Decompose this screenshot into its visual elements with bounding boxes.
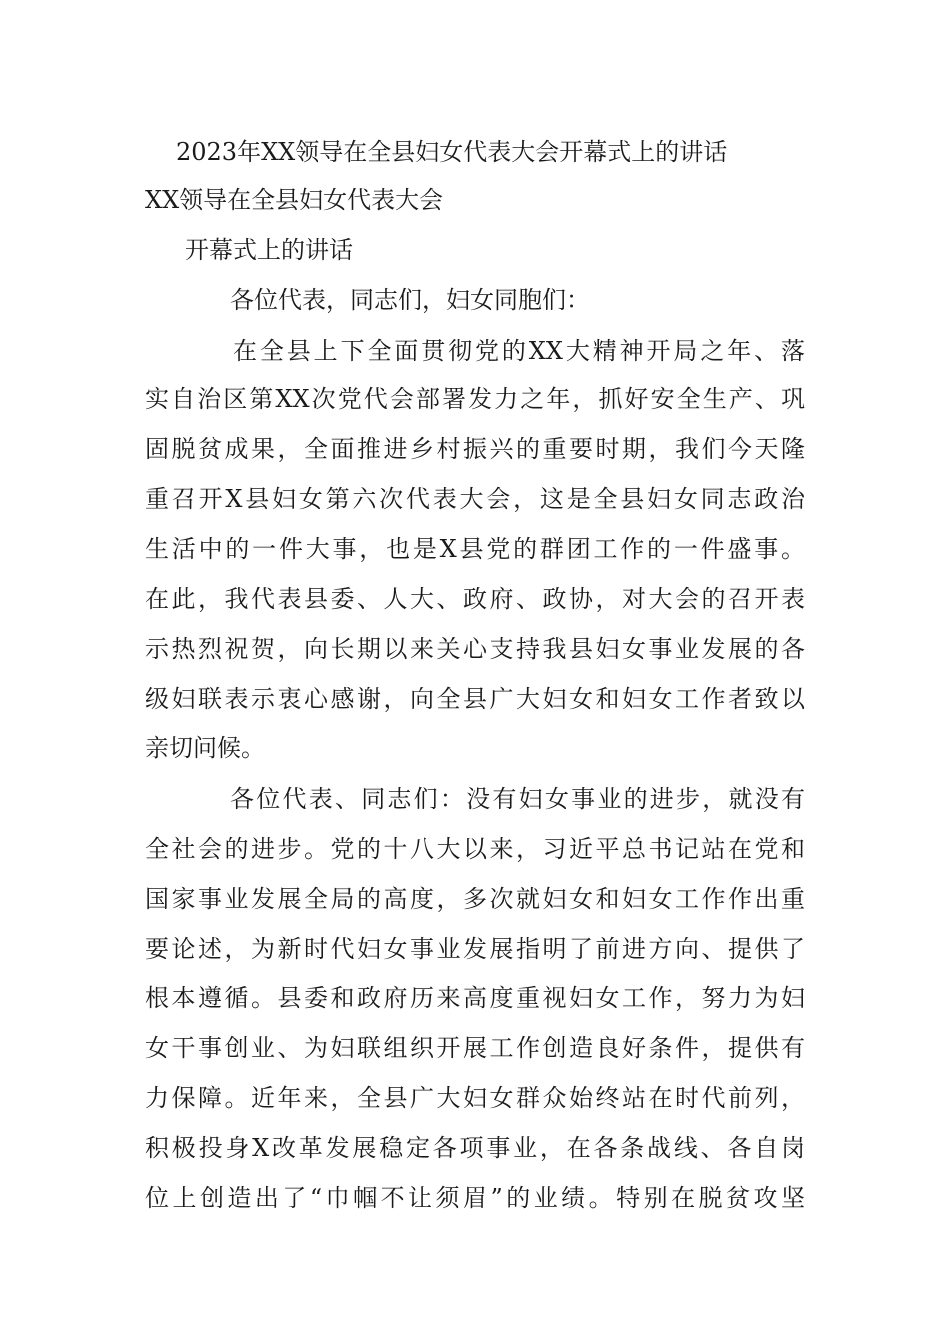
paragraph-1-line: 示热烈祝贺，向长期以来关心支持我县妇女事业发展的各	[145, 635, 805, 663]
paragraph-1-line: 实自治区第XX次党代会部署发力之年，抓好安全生产、巩	[145, 385, 805, 413]
document-title: 2023年XX领导在全县妇女代表大会开幕式上的讲话	[176, 138, 728, 166]
paragraph-1-line: 亲切问候。	[145, 734, 265, 762]
paragraph-1-line: 在全县上下全面贯彻党的XX大精神开局之年、落	[233, 337, 805, 365]
paragraph-1-line: 固脱贫成果，全面推进乡村振兴的重要时期，我们今天隆	[145, 435, 805, 463]
paragraph-2-line: 要论述，为新时代妇女事业发展指明了前进方向、提供了	[145, 935, 805, 963]
paragraph-1-line: 级妇联表示衷心感谢，向全县广大妇女和妇女工作者致以	[145, 685, 805, 713]
paragraph-2-line: 全社会的进步。党的十八大以来，习近平总书记站在党和	[145, 835, 805, 863]
paragraph-2-line: 国家事业发展全局的高度，多次就妇女和妇女工作作出重	[145, 885, 805, 913]
paragraph-2-line: 力保障。近年来，全县广大妇女群众始终站在时代前列，	[145, 1084, 805, 1112]
paragraph-2-line: 各位代表、同志们：没有妇女事业的进步，就没有	[230, 785, 805, 813]
paragraph-1-line: 在此，我代表县委、人大、政府、政协，对大会的召开表	[145, 585, 805, 613]
paragraph-1-line: 生活中的一件大事，也是X县党的群团工作的一件盛事。	[145, 535, 805, 563]
paragraph-1-line: 重召开X县妇女第六次代表大会，这是全县妇女同志政治	[145, 485, 805, 513]
subtitle-line-2: 开幕式上的讲话	[185, 236, 353, 264]
paragraph-2-line: 位上创造出了“巾帼不让须眉”的业绩。特别在脱贫攻坚	[145, 1184, 805, 1212]
salutation: 各位代表，同志们，妇女同胞们：	[230, 286, 590, 314]
paragraph-2-line: 女干事创业、为妇联组织开展工作创造良好条件，提供有	[145, 1034, 805, 1062]
subtitle-line-1: XX领导在全县妇女代表大会	[145, 186, 444, 214]
paragraph-2-line: 根本遵循。县委和政府历来高度重视妇女工作，努力为妇	[145, 984, 805, 1012]
paragraph-2-line: 积极投身X改革发展稳定各项事业，在各条战线、各自岗	[145, 1134, 805, 1162]
